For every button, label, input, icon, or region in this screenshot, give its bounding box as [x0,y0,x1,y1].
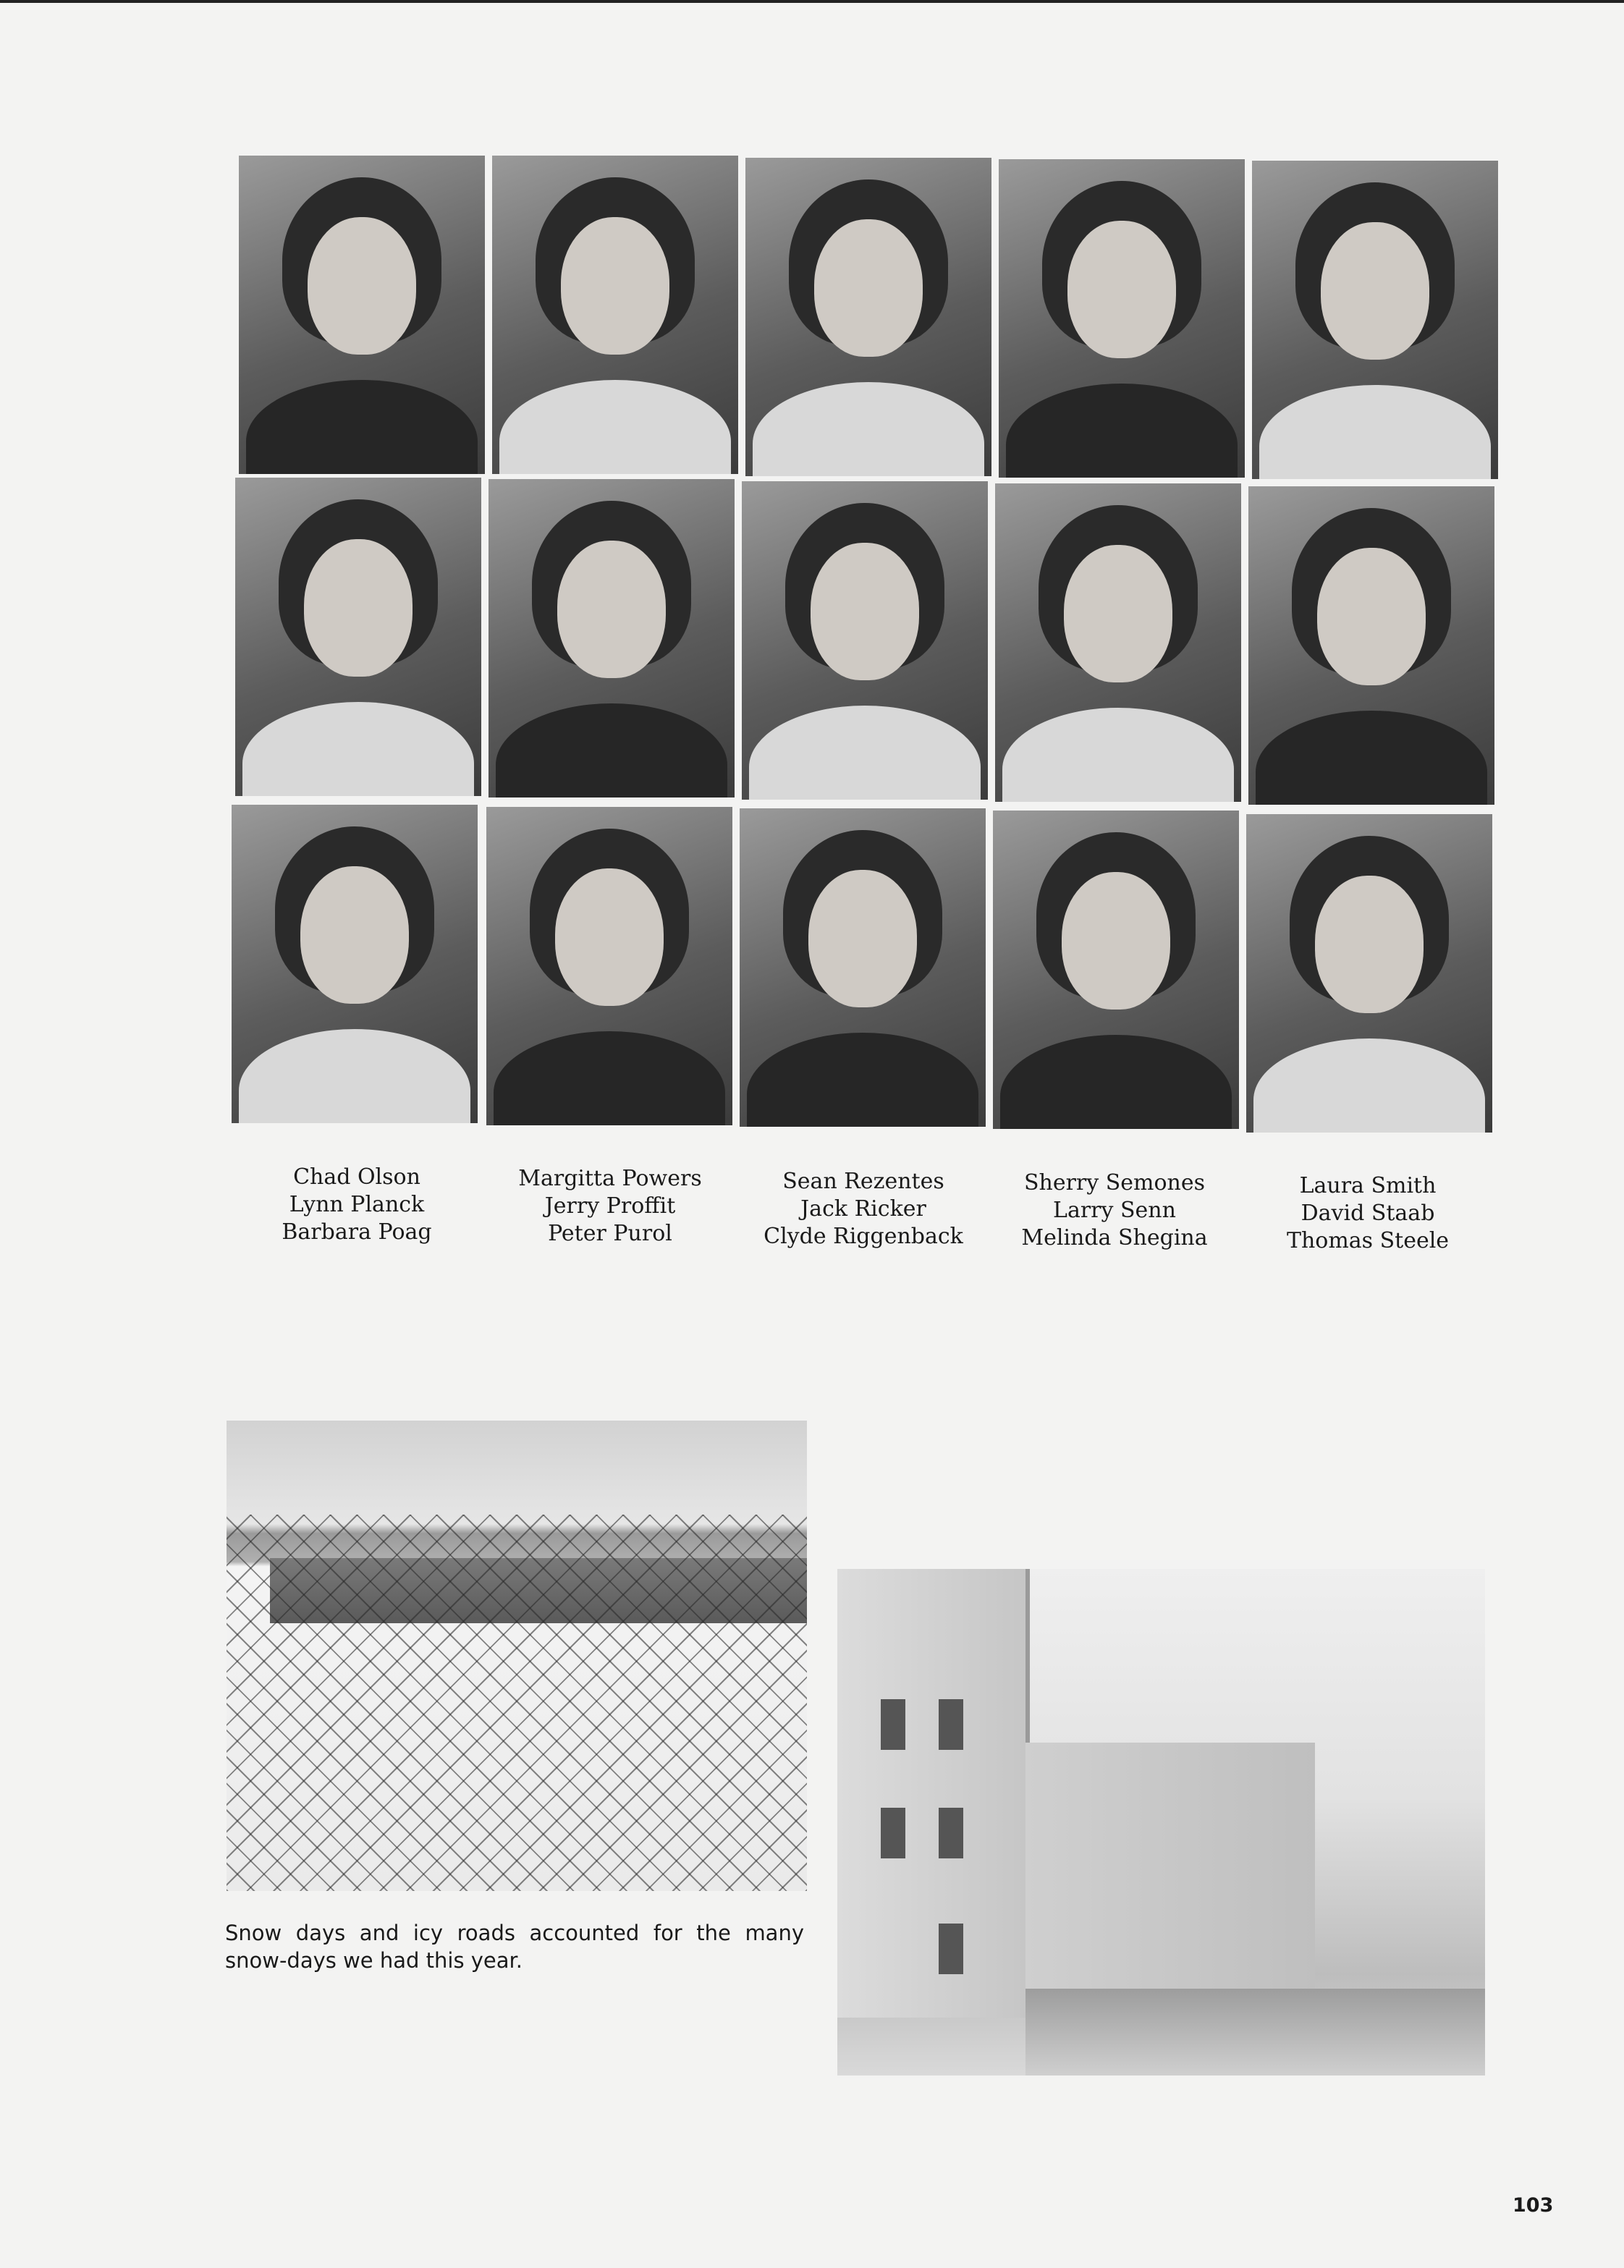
portrait-jack-ricker [742,481,988,800]
portrait-clyde-riggenback [740,808,986,1127]
portrait-margitta-powers [492,156,738,474]
portrait-david-staab [1248,486,1494,805]
top-border-line [0,0,1624,3]
portrait-thomas-steele [1246,814,1492,1133]
portrait-melinda-shegina [993,811,1239,1129]
name-line: Sean Rezentes [782,1169,944,1194]
chain-link-fence [227,1515,807,1891]
portrait-peter-purol [486,807,732,1125]
barracks-building [837,1569,1030,2018]
snowy-street-photo [837,1569,1485,2076]
photo-caption: Snow days and icy roads accounted for the many snow-days we had this year. [225,1921,804,1973]
name-line: Larry Senn [1053,1198,1176,1223]
name-column-4 [984,1169,1245,1252]
portrait-sean-rezentes [745,158,991,476]
name-line: Margitta Powers [518,1166,702,1191]
name-line: Clyde Riggenback [764,1224,963,1249]
portrait-laura-smith [1252,161,1498,479]
name-column-5 [1238,1172,1498,1255]
name-line: Thomas Steele [1286,1228,1450,1253]
name-line: Barbara Poag [282,1219,432,1245]
name-line: Lynn Planck [289,1192,425,1217]
name-line: Jerry Proffit [544,1193,676,1219]
portrait-jerry-proffit [489,479,735,797]
portrait-sherry-semones [999,159,1245,478]
name-line: Melinda Shegina [1021,1225,1208,1251]
portrait-chad-olson [239,156,485,474]
name-line: Jack Ricker [800,1196,926,1222]
snowy-road [1025,1989,1485,2076]
name-line: Laura Smith [1299,1173,1437,1198]
page-number: 103 [1513,2194,1554,2217]
name-line: David Staab [1301,1201,1435,1226]
name-column-2 [480,1165,740,1248]
snowy-school-fence-photo [227,1421,807,1891]
portrait-barbara-poag [232,805,478,1123]
name-line: Peter Purol [548,1221,672,1246]
name-line: Chad Olson [293,1164,420,1190]
name-line: Sherry Semones [1023,1170,1206,1196]
building-row [1025,1743,1315,2018]
portrait-larry-senn [995,483,1241,802]
portrait-lynn-planck [235,478,481,796]
name-column-3 [733,1168,994,1251]
name-column-1 [227,1164,487,1246]
